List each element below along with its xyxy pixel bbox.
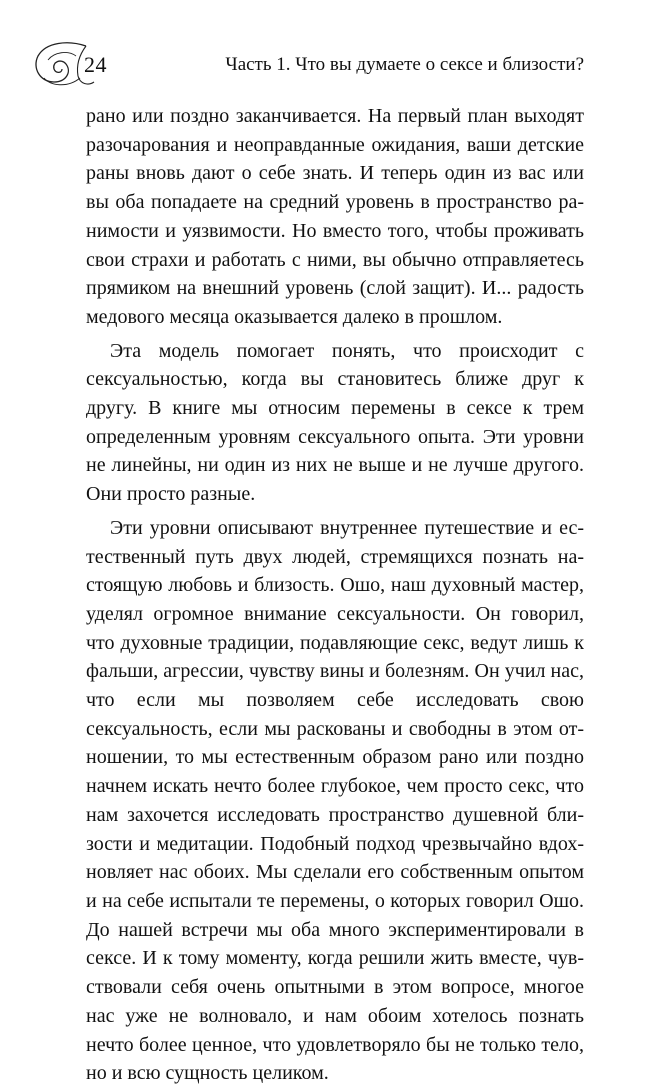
page-header — [0, 0, 666, 100]
paragraph-1: рано или поздно заканчивается. На первый план выходят разочарования и неоправданные ожидания, ваши детские раны вновь дают о себе знать. И теперь один из вас или вы оба попадаете на средний уровень в пространство ранимости и уязвимости. Но вместо того, чтобы проживать свои страхи и работать с ними, вы обычно отправляетесь прямиком на внешний уровень (слой защит). И... радость медового месяца оказывается далеко в прошлом. — [86, 105, 584, 328]
running-head: Часть 1. Что вы думаете о сексе и близости? — [225, 54, 584, 75]
paragraph-2: Эта модель помогает понять, что происходит с сексуальностью, когда вы становитесь ближе друг к другу. В книге мы относим перемены в сексе к трем определенным уровням сексуального опыта. Эти уровни не линейны, ни один из них не выше и не лучше другого. Они просто разные. — [86, 339, 584, 506]
body-text — [86, 102, 584, 1088]
page-number: 24 — [84, 52, 107, 77]
paragraph-3: Эти уровни описывают внутреннее путешествие и естественный путь двух людей, стремящихся познать настоящую любовь и близость. Ошо, наш духовный мастер, уделял огромное внимание сексуальности. Он говорил, что духовные традиции, подавляющие секс, ведут лишь к фальши, агрессии, чувству вины и болезням. Он учил нас, что если мы позволяем себе исследовать свою сексуальность, если мы раскованы и свободны в этом отношении, то мы естественным образом рано или поздно начнем искать нечто более глубокое, чем просто секс, что нам захочется исследовать пространство душевной близости и медитации. Подобный подход чрезвычайно вдохновляет нас обоих. Мы сделали его собственным опытом и на себе испытали те перемены, о которых говорил Ошо. До нашей встречи мы оба много экспериментировали в сексе. И к тому моменту, когда решили жить вместе, чувствовали себя очень опытными в этом вопросе, многое нас уже не волновало, и нам обоим хотелось познать нечто более ценное, что удовлетворяло бы не только тело, но и всю сущность целиком. — [86, 516, 584, 1085]
